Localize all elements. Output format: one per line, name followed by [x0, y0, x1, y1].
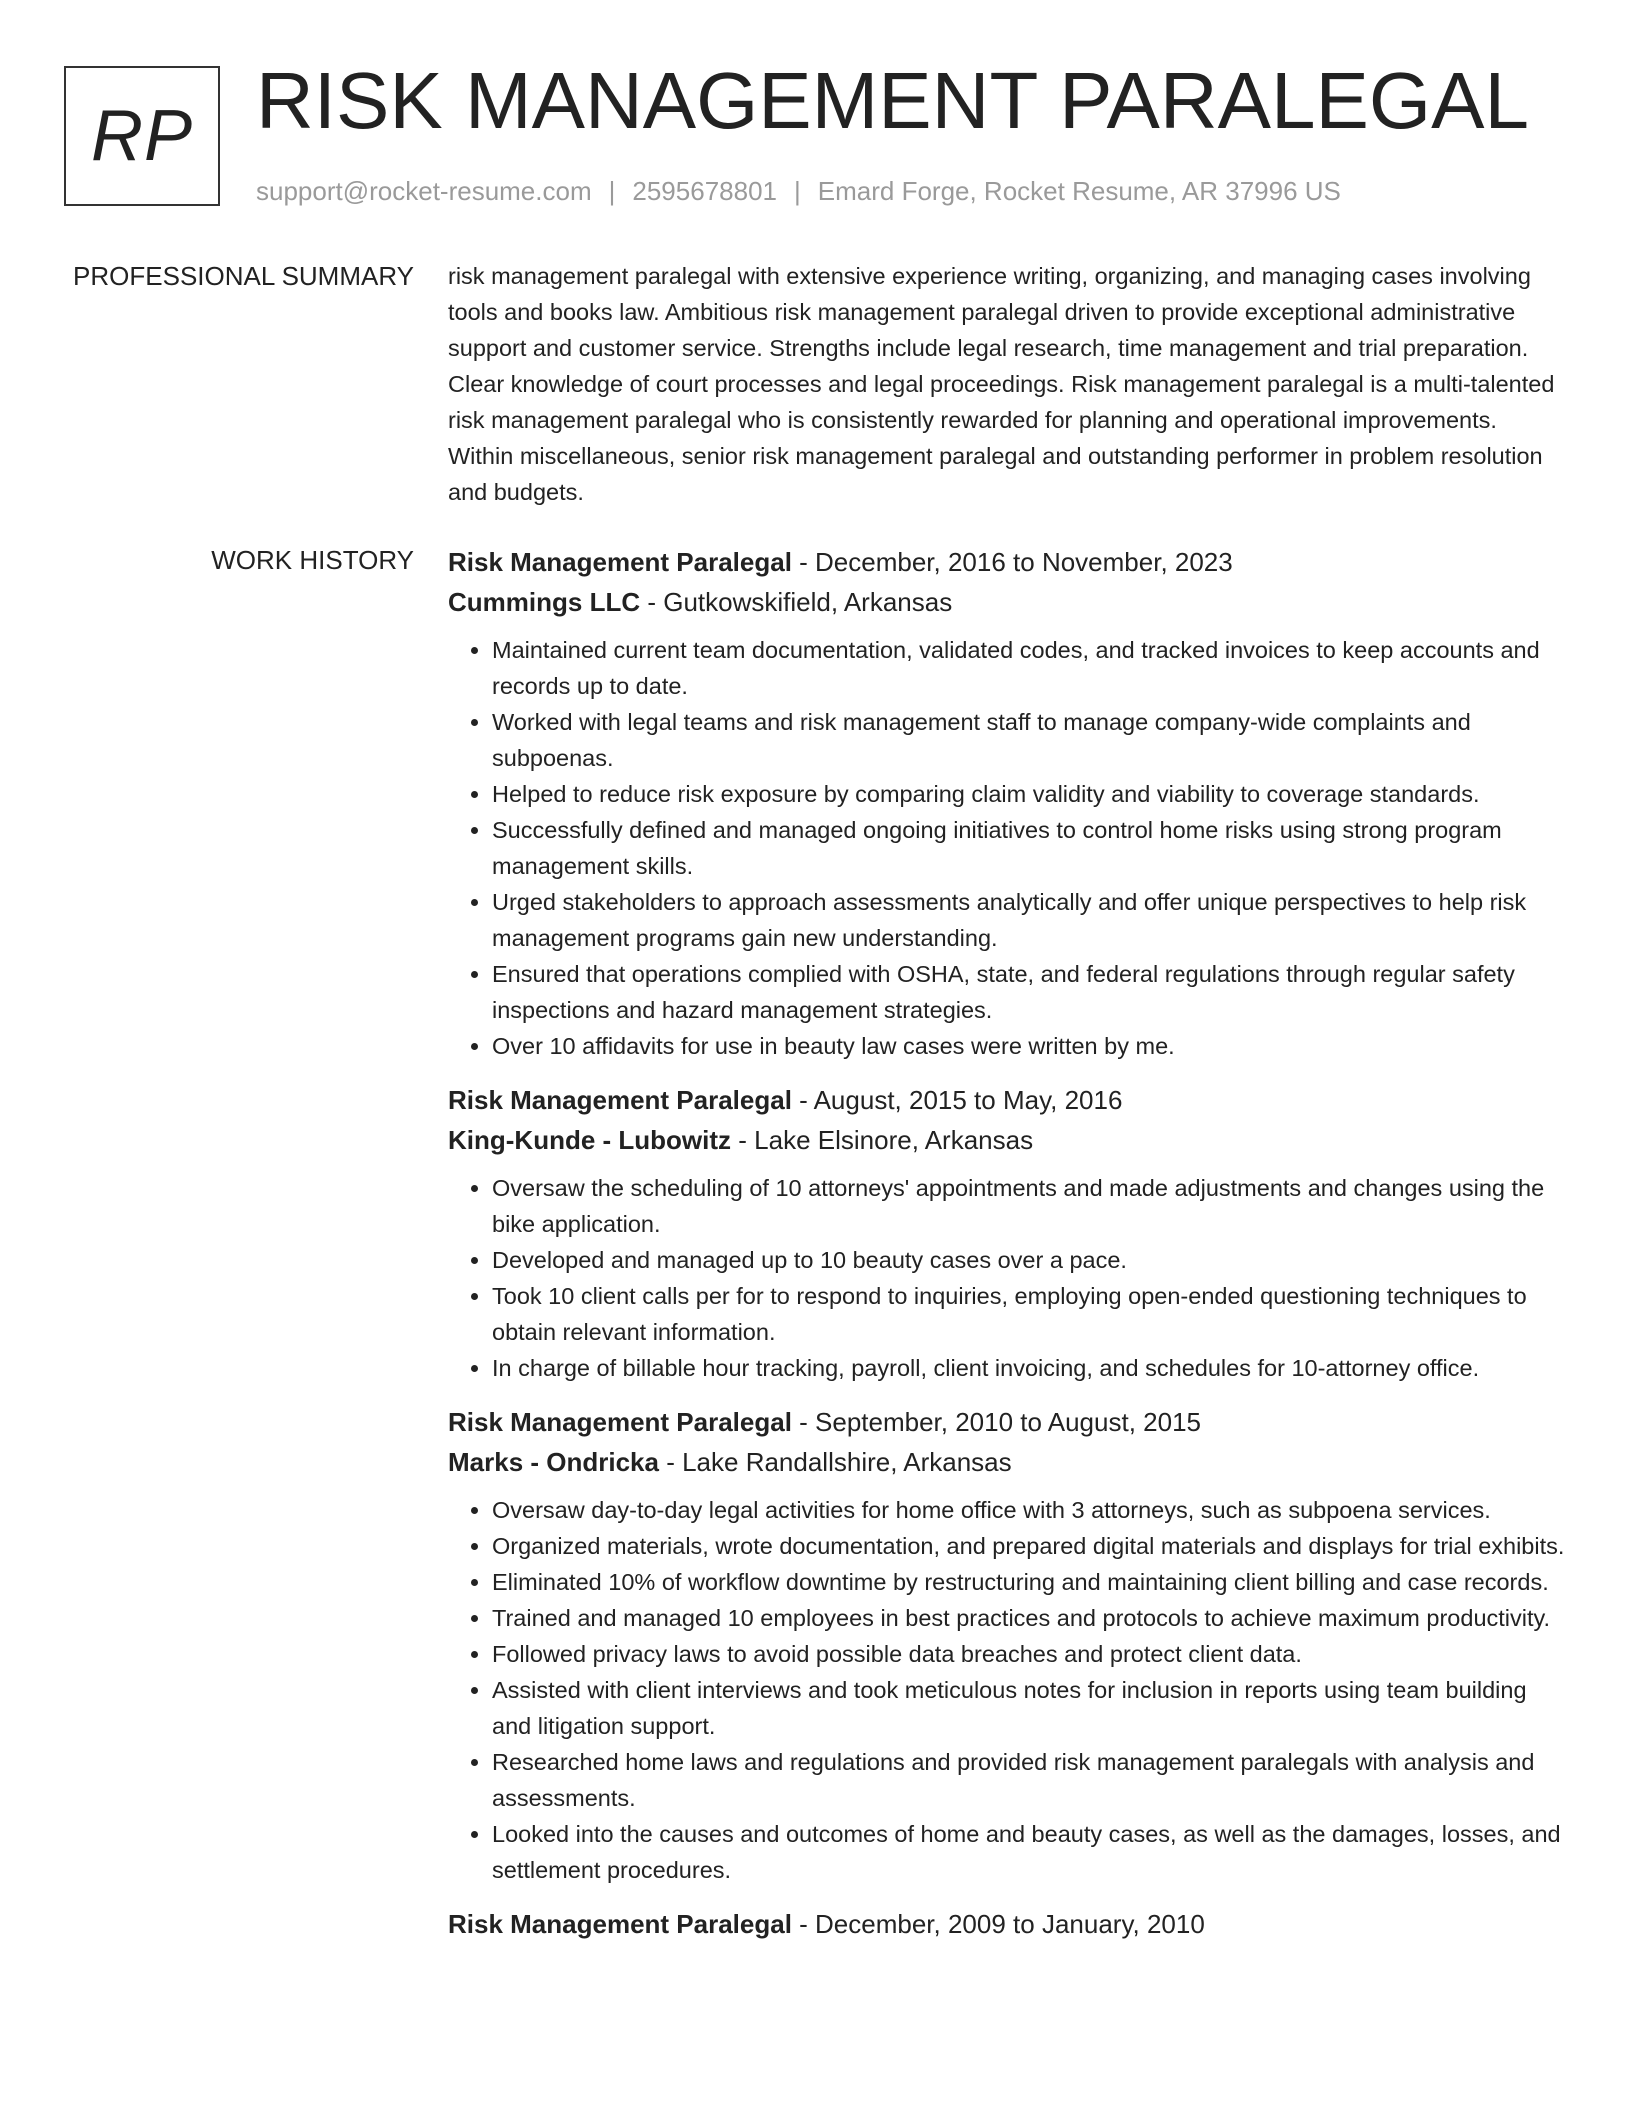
job-bullet: • Followed privacy laws to avoid possible data breaches and protect client data.	[492, 1636, 1568, 1672]
summary-text: risk management paralegal with extensive experience writing, organizing, and managing cases involving tools and books law. Ambitious risk management paralegal driven to provide exceptional administrative support and customer service. Strengths include legal research, time management and trial preparation. Clear knowledge of court processes and legal proceedings. Risk management paralegal is a multi-talented risk management paralegal who is consistently rewarded for planning and operational improvements. Within miscellaneous, senior risk management paralegal and outstanding performer in problem resolution and budgets.	[448, 263, 1555, 505]
job-location: - Gutkowskifield, Arkansas	[640, 587, 953, 617]
job-bullet: • Successfully defined and managed ongoing initiatives to control home risks using strong program management skills.	[492, 812, 1568, 884]
job-bullet: • Oversaw day-to-day legal activities for home office with 3 attorneys, such as subpoena services.	[492, 1492, 1568, 1528]
job-company: King-Kunde - Lubowitz	[448, 1125, 732, 1155]
contact-separator: |	[608, 176, 616, 206]
job-company-line	[448, 1120, 1568, 1160]
job-bullet: • Looked into the causes and outcomes of home and beauty cases, as well as the damages, losses, and settlement procedures.	[492, 1816, 1568, 1888]
contact-line	[256, 176, 1341, 207]
job-company-line	[448, 582, 1568, 622]
job-title-line	[448, 1402, 1568, 1442]
job-title-line	[448, 1080, 1568, 1120]
job-dates: - December, 2009 to January, 2010	[791, 1909, 1205, 1939]
job-entry	[448, 1402, 1568, 1888]
job-title-line	[448, 542, 1568, 582]
job-bullet: • In charge of billable hour tracking, payroll, client invoicing, and schedules for 10-attorney office.	[492, 1350, 1568, 1386]
job-title: Risk Management Paralegal	[448, 1909, 792, 1939]
job-bullet: • Ensured that operations complied with OSHA, state, and federal regulations through regular safety inspections and hazard management strategies.	[492, 956, 1568, 1028]
job-location: - Lake Elsinore, Arkansas	[731, 1125, 1034, 1155]
monogram-initials: RP	[90, 96, 194, 176]
contact-address: Emard Forge, Rocket Resume, AR 37996 US	[817, 176, 1341, 206]
contact-phone: 2595678801	[632, 176, 777, 206]
job-bullet: • Eliminated 10% of workflow downtime by restructuring and maintaining client billing and case records.	[492, 1564, 1568, 1600]
job-bullet: • Maintained current team documentation, validated codes, and tracked invoices to keep accounts and records up to date.	[492, 632, 1568, 704]
job-title: Risk Management Paralegal	[448, 1085, 792, 1115]
job-company: Cummings LLC	[448, 587, 641, 617]
job-bullet-list	[448, 1170, 1568, 1386]
section-label-summary: PROFESSIONAL SUMMARY	[73, 261, 414, 291]
section-label-work-history: WORK HISTORY	[211, 545, 414, 575]
page-title: RISK MANAGEMENT PARALEGAL	[256, 56, 1529, 145]
job-bullet-list	[448, 632, 1568, 1064]
job-entry	[448, 542, 1568, 1064]
job-bullet: • Researched home laws and regulations and provided risk management paralegals with analysis and assessments.	[492, 1744, 1568, 1816]
contact-separator: |	[794, 176, 801, 206]
job-title: Risk Management Paralegal	[448, 547, 792, 577]
job-dates: - August, 2015 to May, 2016	[791, 1085, 1123, 1115]
job-bullet: • Developed and managed up to 10 beauty cases over a pace.	[492, 1242, 1568, 1278]
job-bullet: • Helped to reduce risk exposure by comparing claim validity and viability to coverage standards.	[492, 776, 1568, 812]
job-list	[448, 542, 1568, 1960]
job-bullet: • Oversaw the scheduling of 10 attorneys' appointments and made adjustments and changes using the bike application.	[492, 1170, 1568, 1242]
job-company-line	[448, 1442, 1568, 1482]
job-location: - Lake Randallshire, Arkansas	[658, 1447, 1012, 1477]
job-entry	[448, 1080, 1568, 1386]
job-bullet: • Assisted with client interviews and took meticulous notes for inclusion in reports using team building and litigation support.	[492, 1672, 1568, 1744]
job-bullet: • Over 10 affidavits for use in beauty law cases were written by me.	[492, 1028, 1568, 1064]
job-dates: - September, 2010 to August, 2015	[791, 1407, 1201, 1437]
job-bullet: • Worked with legal teams and risk management staff to manage company-wide complaints and subpoenas.	[492, 704, 1568, 776]
monogram-logo	[64, 66, 220, 206]
job-bullet: • Trained and managed 10 employees in best practices and protocols to achieve maximum productivity.	[492, 1600, 1568, 1636]
job-bullet-list	[448, 1492, 1568, 1888]
job-company: Marks - Ondricka	[448, 1447, 659, 1477]
job-bullet: • Took 10 client calls per for to respond to inquiries, employing open-ended questioning techniques to obtain relevant information.	[492, 1278, 1568, 1350]
job-bullet: • Organized materials, wrote documentation, and prepared digital materials and displays for trial exhibits.	[492, 1528, 1568, 1564]
job-bullet: • Urged stakeholders to approach assessments analytically and offer unique perspectives to help risk management programs gain new understanding.	[492, 884, 1568, 956]
job-entry	[448, 1904, 1568, 1944]
job-title-line	[448, 1904, 1568, 1944]
contact-email: support@rocket-resume.com	[256, 176, 592, 206]
job-title: Risk Management Paralegal	[448, 1407, 792, 1437]
job-dates: - December, 2016 to November, 2023	[791, 547, 1233, 577]
